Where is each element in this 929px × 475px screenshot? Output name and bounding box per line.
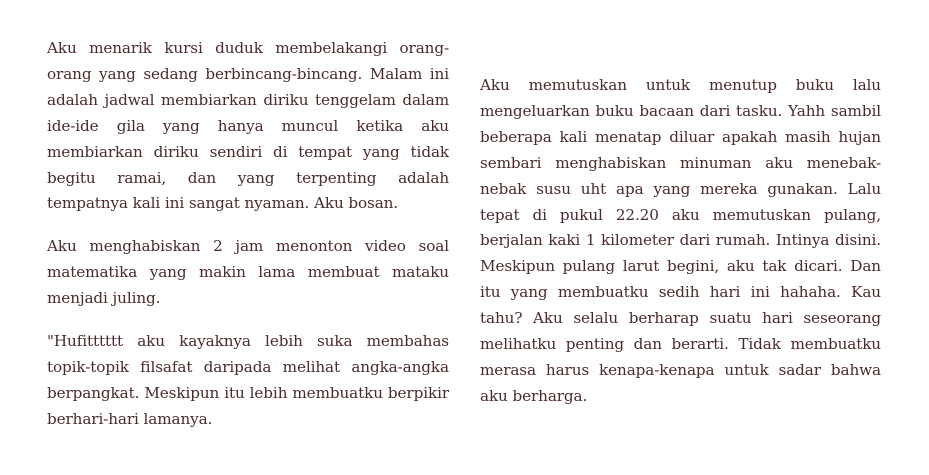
left-paragraph-1: Aku menarik kursi duduk membelakangi orang-orang yang sedang berbincang-bincang. Malam ini adalah jadwal membiarkan diriku tenggelam dalam ide-ide gila yang hanya muncul ketika aku membiarkan diriku sendiri di tempat yang tidak begitu ramai, dan yang terpenting adalah tempatnya kali ini sangat nyaman. Aku bosan. [47, 39, 449, 213]
left-text-column [47, 36, 449, 433]
left-paragraph-3: "Hufitttttt aku kayaknya lebih suka membahas topik-topik filsafat daripada melihat angka-angka berpangkat. Meskipun itu lebih membuatku berpikir berhari-hari lamanya. [47, 332, 449, 428]
right-paragraph-1: Aku memutuskan untuk menutup buku lalu mengeluarkan buku bacaan dari tasku. Yahh sambil beberapa kali menatap diluar apakah masih hujan sembari menghabiskan minuman aku menebak-nebak susu uht apa yang mereka gunakan. Lalu tepat di pukul 22.20 aku memutuskan pulang, berjalan kaki 1 kilometer dari rumah. Intinya disini. Meskipun pulang larut begini, aku tak dicari. Dan itu yang membuatku sedih hari ini hahaha. Kau tahu? Aku selalu berharap suatu hari seseorang melihatku penting dan berarti. Tidak membuatku merasa harus kenapa-kenapa untuk sadar bahwa aku berharga. [480, 76, 881, 405]
left-paragraph-2: Aku menghabiskan 2 jam menonton video soal matematika yang makin lama membuat mataku menjadi juling. [47, 237, 449, 308]
right-text-column [480, 73, 881, 410]
